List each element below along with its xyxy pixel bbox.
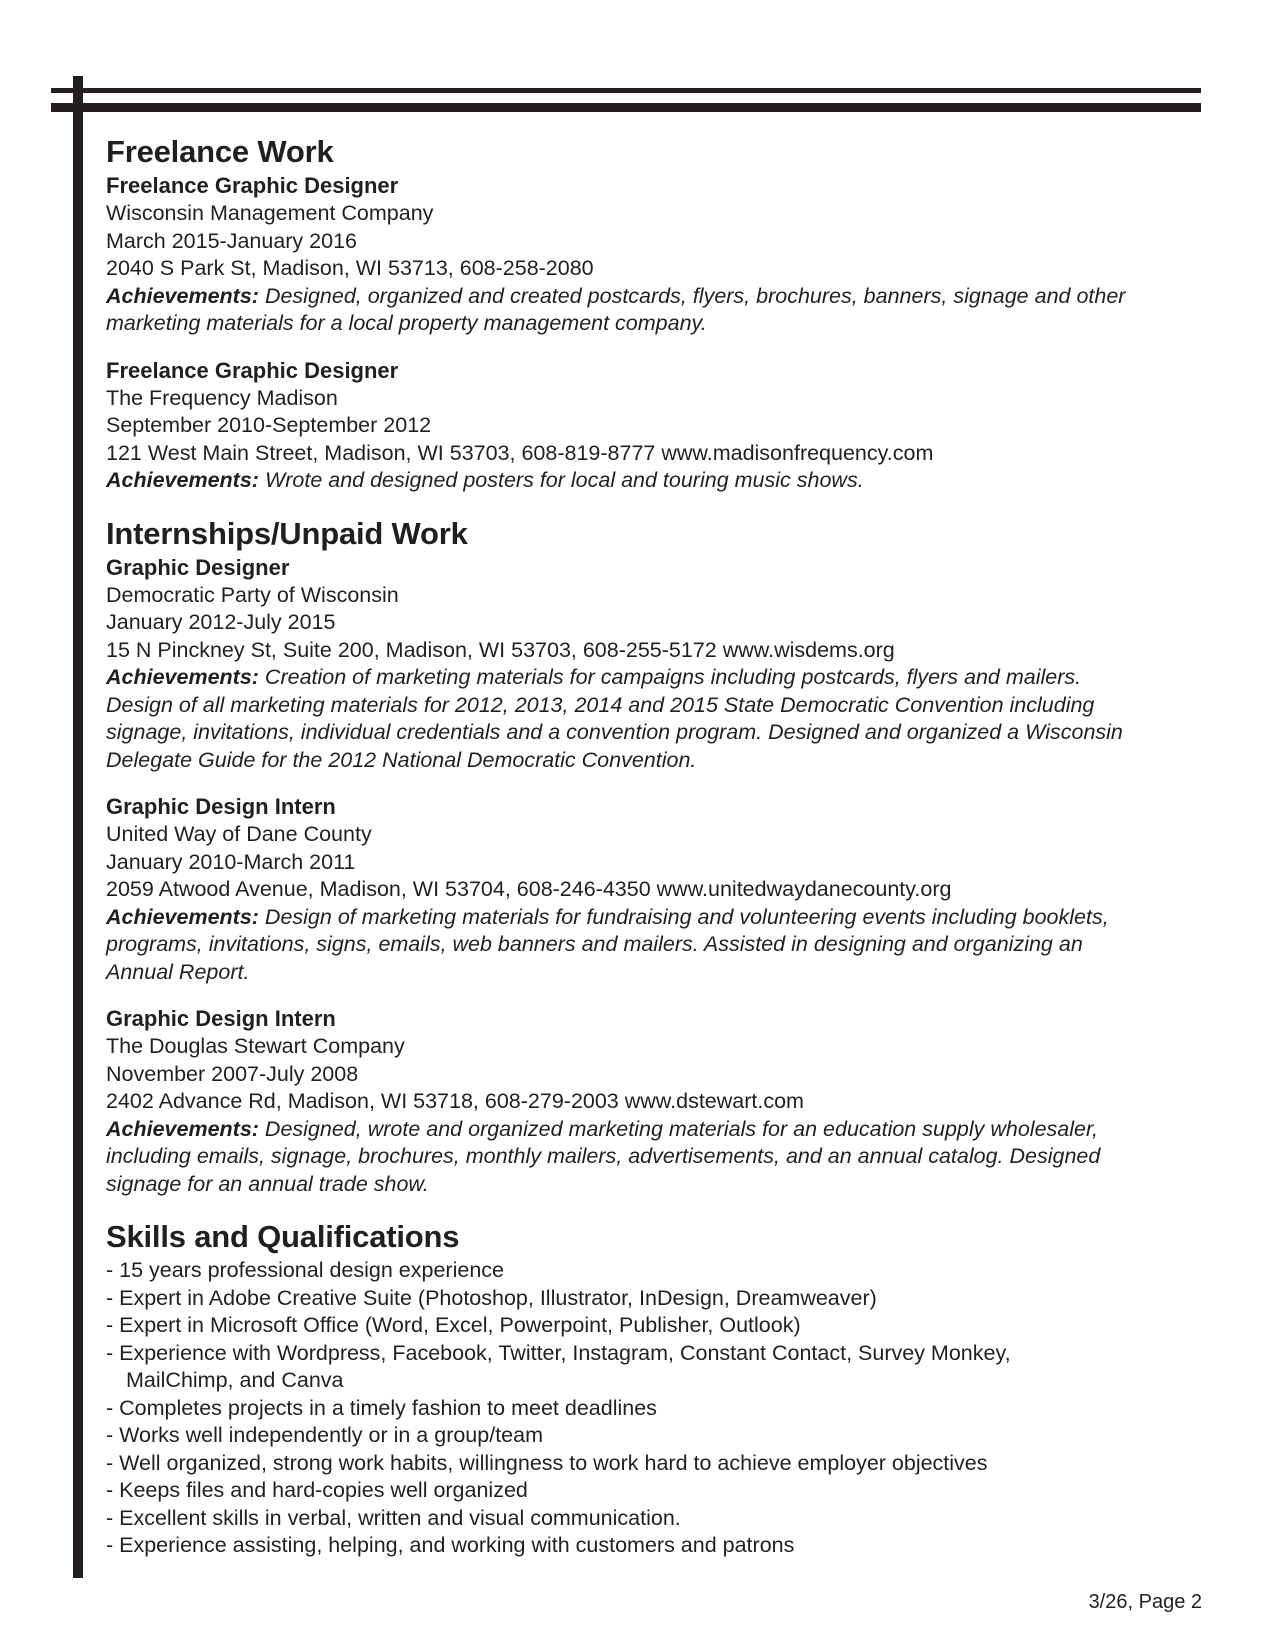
skill-item: - Well organized, strong work habits, willingness to work hard to achieve employer objectives xyxy=(106,1450,988,1475)
skill-continuation-text: MailChimp, and Canva xyxy=(126,1368,344,1392)
skill-item: - Works well independently or in a group/team xyxy=(106,1423,543,1447)
achievements-text: Creation of marketing materials for campaigns including postcards, flyers and mailers. xyxy=(258,665,1082,689)
contact: 121 West Main Street, Madison, WI 53703, 608-819-8777 www.madisonfrequency.com xyxy=(106,440,934,465)
header-rule-thick xyxy=(51,103,1201,112)
achievements-label: Achievements: xyxy=(106,468,259,492)
organization: Wisconsin Management Company xyxy=(106,201,434,225)
achievements-text: Designed, organized and created postcards, flyers, brochures, banners, signage and other marketing materials for a local property management company. xyxy=(106,283,1126,335)
achievements-line: Design of all marketing materials for 2012, 2013, 2014 and 2015 State Democratic Convention including xyxy=(106,692,1095,717)
achievements-line: signage for an annual trade show. xyxy=(106,1171,429,1196)
skill-item-continuation xyxy=(106,1367,1216,1395)
section-title: Skills and Qualifications xyxy=(106,1219,460,1254)
achievements-text: Design of marketing materials for fundraising and volunteering events including booklets, xyxy=(258,904,1109,929)
job-title: Graphic Design Intern xyxy=(106,794,336,819)
contact: 2040 S Park St, Madison, WI 53713, 608-258-2080 xyxy=(106,256,594,280)
section-internships xyxy=(106,514,1216,1199)
achievements xyxy=(106,283,1216,338)
achievements-line: signage, invitations, individual credentials and a convention program. Designed and organized a Wisconsin xyxy=(106,720,1123,744)
resume-content xyxy=(106,132,1216,1560)
achievements-label: Achievements: xyxy=(106,665,259,689)
achievements-text: Wrote and designed posters for local and touring music shows. xyxy=(264,468,864,492)
dates: January 2012-July 2015 xyxy=(106,610,336,634)
job-title: Graphic Designer xyxy=(106,554,290,580)
skill-item: - Completes projects in a timely fashion to meet deadlines xyxy=(106,1395,657,1420)
contact: 15 N Pinckney St, Suite 200, Madison, WI 53703, 608-255-5172 www.wisdems.org xyxy=(106,637,895,662)
achievements-label: Achievements: xyxy=(106,283,259,308)
skill-item: - Experience with Wordpress, Facebook, Twitter, Instagram, Constant Contact, Survey Monkey, xyxy=(106,1340,1011,1365)
achievements-line xyxy=(106,664,1216,692)
skill-item: - 15 years professional design experience xyxy=(106,1258,504,1282)
organization: The Frequency Madison xyxy=(106,385,338,410)
skill-item: - Excellent skills in verbal, written and visual communication. xyxy=(106,1505,681,1530)
skill-item: - Expert in Adobe Creative Suite (Photoshop, Illustrator, InDesign, Dreamweaver) xyxy=(106,1285,877,1310)
section-freelance-work xyxy=(106,132,1216,495)
job-title: Freelance Graphic Designer xyxy=(106,173,399,198)
job-entry xyxy=(106,1005,1216,1198)
achievements-line: Delegate Guide for the 2012 National Democratic Convention. xyxy=(106,747,697,772)
dates: March 2015-January 2016 xyxy=(106,228,357,253)
job-title: Graphic Design Intern xyxy=(106,1006,336,1031)
page-footer: 3/26, Page 2 xyxy=(1088,1591,1202,1613)
achievements-text: Designed, wrote and organized marketing materials for an education supply wholesaler, xyxy=(258,1116,1098,1141)
achievements-line xyxy=(106,1116,1216,1144)
dates: November 2007-July 2008 xyxy=(106,1061,359,1086)
job-entry xyxy=(106,357,1216,495)
section-title: Freelance Work xyxy=(106,134,334,169)
contact: 2059 Atwood Avenue, Madison, WI 53704, 608-246-4350 www.unitedwaydanecounty.org xyxy=(106,877,952,901)
skills-list xyxy=(106,1257,1216,1560)
vertical-rule xyxy=(73,76,83,1578)
achievements-line: programs, invitations, signs, emails, web banners and mailers. Assisted in designing and organizing an xyxy=(106,932,1083,956)
achievements-line: Annual Report. xyxy=(106,959,250,984)
skill-item: - Keeps files and hard-copies well organized xyxy=(106,1478,528,1502)
achievements-line: including emails, signage, brochures, monthly mailers, advertisements, and an annual catalog. Designed xyxy=(106,1144,1101,1168)
skill-item: - Experience assisting, helping, and working with customers and patrons xyxy=(106,1533,795,1557)
dates: January 2010-March 2011 xyxy=(106,849,356,874)
achievements-label: Achievements: xyxy=(106,904,259,929)
skill-item: - Expert in Microsoft Office (Word, Excel, Powerpoint, Publisher, Outlook) xyxy=(106,1313,801,1337)
achievements-label: Achievements: xyxy=(106,1116,259,1141)
contact: 2402 Advance Rd, Madison, WI 53718, 608-279-2003 www.dstewart.com xyxy=(106,1089,804,1113)
achievements xyxy=(106,467,1216,495)
job-entry xyxy=(106,554,1216,775)
job-entry xyxy=(106,172,1216,338)
organization: Democratic Party of Wisconsin xyxy=(106,582,399,607)
organization: United Way of Dane County xyxy=(106,822,372,846)
section-skills xyxy=(106,1217,1216,1560)
job-entry xyxy=(106,793,1216,986)
organization: The Douglas Stewart Company xyxy=(106,1034,405,1058)
achievements-line xyxy=(106,904,1216,932)
job-title: Freelance Graphic Designer xyxy=(106,357,399,383)
dates: September 2010-September 2012 xyxy=(106,413,432,437)
section-title: Internships/Unpaid Work xyxy=(106,515,468,551)
header-rule-thin xyxy=(51,88,1201,93)
